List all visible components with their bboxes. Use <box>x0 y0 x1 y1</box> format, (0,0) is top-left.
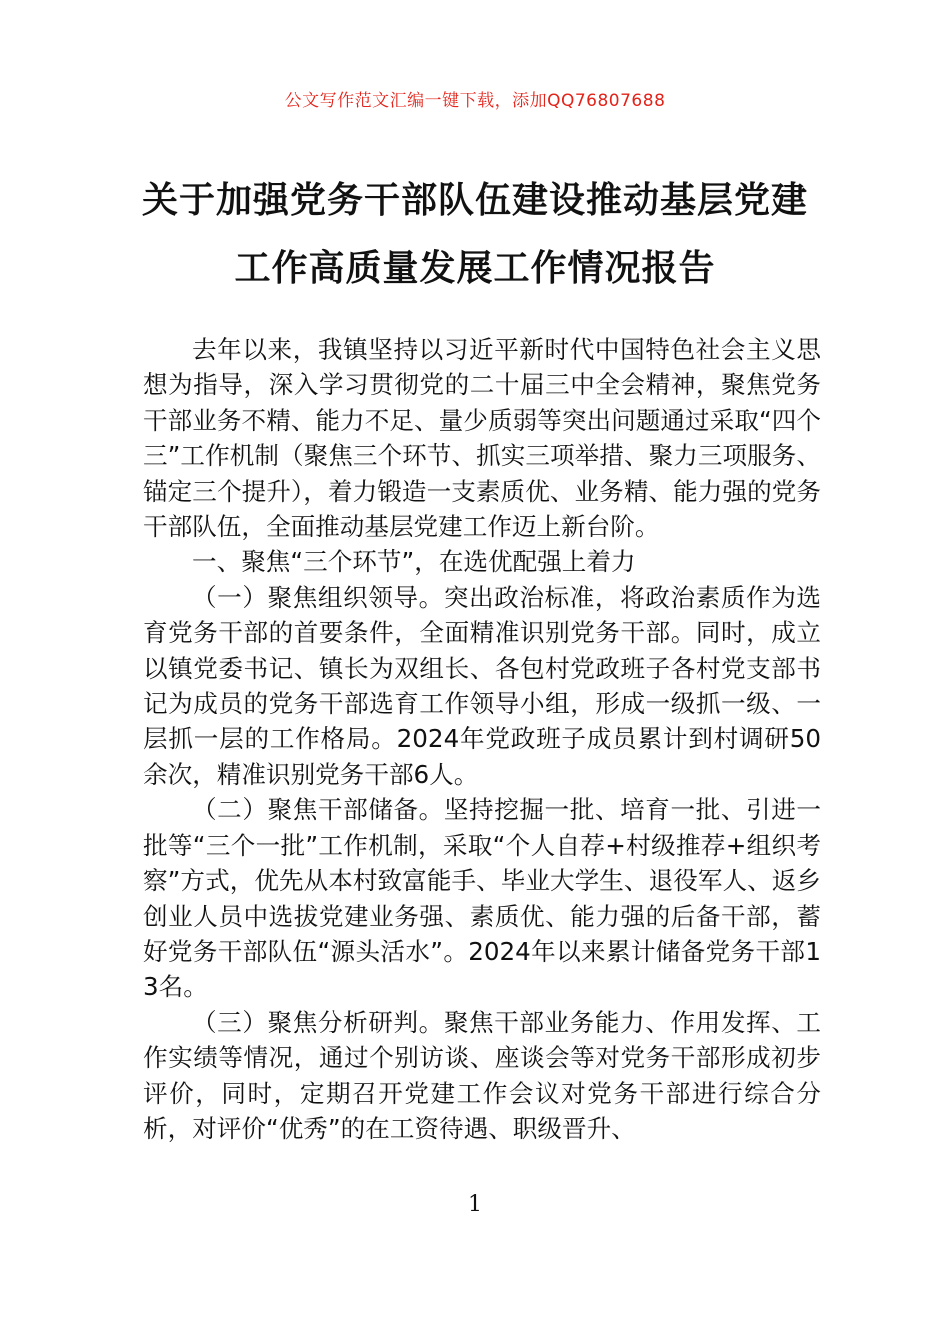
paragraph-organization-leadership: （一）聚焦组织领导。突出政治标准，将政治素质作为选育党务干部的首要条件，全面精准识别党务干部。同时，成立以镇党委书记、镇长为双组长、各包村党政班子各村党支部书记为成员的党务干部选育工作领导小组，形成一级抓一级、一层抓一层的工作格局。2024年党政班子成员累计到村调研50余次，精准识别党务干部6人。 <box>143 582 821 789</box>
page-number: 1 <box>468 1192 482 1217</box>
paragraph-analysis-judgment: （三）聚焦分析研判。聚焦干部业务能力、作用发挥、工作实绩等情况，通过个别访谈、座谈会等对党务干部形成初步评价，同时，定期召开党建工作会议对党务干部进行综合分析，对评价“优秀”的在工资待遇、职级晋升、 <box>143 1007 821 1143</box>
paragraph-cadre-reserve: （二）聚焦干部储备。坚持挖掘一批、培育一批、引进一批等“三个一批”工作机制，采取“个人自荐+村级推荐+组织考察”方式，优先从本村致富能手、毕业大学生、退役军人、返乡创业人员中选拔党建业务强、素质优、能力强的后备干部，蓄好党务干部队伍“源头活水”。2024年以来累计储备党务干部13名。 <box>143 795 821 1002</box>
document-body <box>143 332 821 1146</box>
document-title-line-1: 关于加强党务干部队伍建设推动基层党建 <box>141 180 808 221</box>
section-heading-1: 一、聚焦“三个环节”，在选优配强上着力 <box>192 547 636 577</box>
header-download-note: 公文写作范文汇编一键下载，添加QQ76807688 <box>284 91 666 111</box>
paragraph-intro: 去年以来，我镇坚持以习近平新时代中国特色社会主义思想为指导，深入学习贯彻党的二十届三中全会精神，聚焦党务干部业务不精、能力不足、量少质弱等突出问题通过采取“四个三”工作机制（聚焦三个环节、抓实三项举措、聚力三项服务、锚定三个提升），着力锻造一支素质优、业务精、能力强的党务干部队伍，全面推动基层党建工作迈上新台阶。 <box>143 335 821 542</box>
document-title-line-2: 工作高质量发展工作情况报告 <box>234 248 716 289</box>
